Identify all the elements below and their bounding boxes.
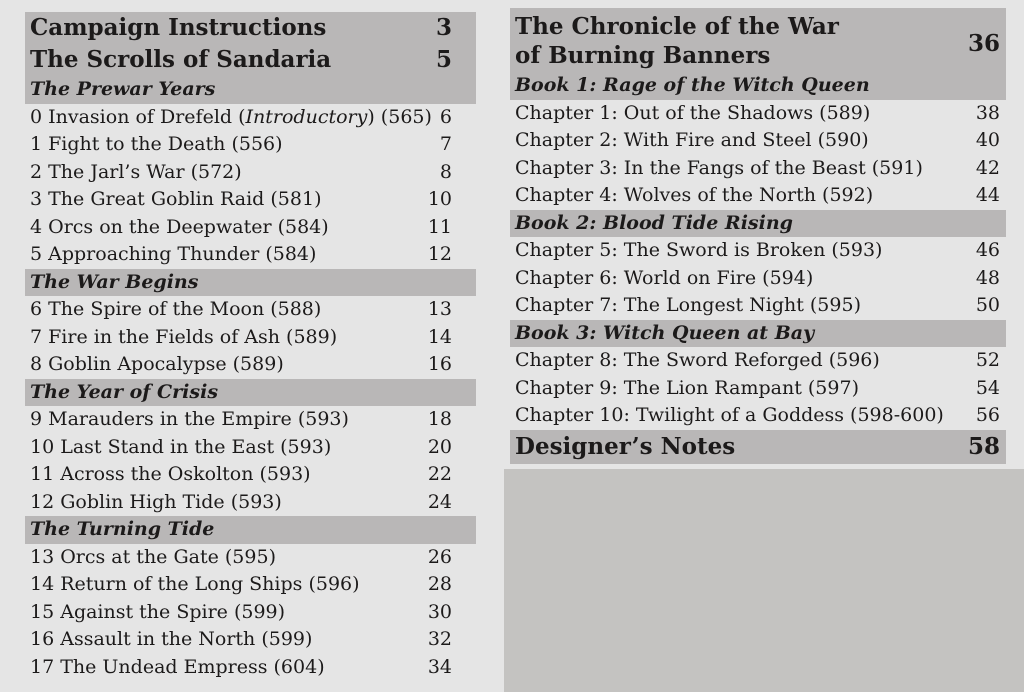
- entry-title: Chapter 1: Out of the Shadows (589): [515, 101, 871, 124]
- section-heading: The War Begins: [25, 269, 476, 297]
- book-heading: Book 1: Rage of the Witch Queen: [510, 72, 1006, 100]
- toc-entry[interactable]: [25, 599, 476, 627]
- entry-page: 26: [427, 545, 452, 568]
- entry-title: Chapter 3: In the Fangs of the Beast (591): [515, 156, 923, 179]
- book-heading: Book 3: Witch Queen at Bay: [510, 320, 1006, 348]
- entry-title: Campaign Instructions: [30, 14, 327, 41]
- entry-page: 30: [427, 600, 452, 623]
- entry-page: 24: [427, 490, 452, 513]
- toc-main-entry[interactable]: [25, 12, 476, 44]
- entry-page: 14: [427, 325, 452, 348]
- entry-page: 38: [975, 101, 1000, 124]
- section-heading: The Year of Crisis: [25, 379, 476, 407]
- entry-title: The Scrolls of Sandaria: [30, 46, 332, 73]
- entry-page: 32: [427, 628, 452, 650]
- entry-page: 54: [975, 376, 1000, 399]
- toc-entry[interactable]: [25, 324, 476, 352]
- entry-page: 50: [975, 294, 1000, 316]
- entry-title: 12 Goblin High Tide (593): [30, 490, 282, 513]
- entry-title: Chapter 6: World on Fire (594): [515, 266, 814, 289]
- entry-title: 17 The Undead Empress (604): [30, 655, 325, 678]
- toc-entry[interactable]: [25, 461, 476, 489]
- toc-entry[interactable]: [25, 296, 476, 324]
- toc-chronicle-entry[interactable]: [510, 8, 1006, 72]
- entry-title: The Chronicle of the War of Burning Banners: [515, 13, 839, 69]
- entry-page: 3: [435, 14, 452, 41]
- toc-entry[interactable]: [25, 406, 476, 434]
- toc-left-column: [0, 0, 504, 692]
- toc-entry[interactable]: [25, 351, 476, 379]
- toc-entry[interactable]: [510, 375, 1006, 403]
- entry-page: 42: [975, 156, 1000, 179]
- toc-entry[interactable]: [25, 544, 476, 572]
- toc-entry[interactable]: [510, 265, 1006, 293]
- toc-entry[interactable]: [510, 155, 1006, 183]
- toc-designers-notes-entry[interactable]: [510, 430, 1006, 464]
- entry-title: 3 The Great Goblin Raid (581): [30, 188, 322, 210]
- toc-entry[interactable]: [25, 104, 476, 132]
- entry-title: Chapter 10: Twilight of a Goddess (598-600): [515, 404, 944, 426]
- entry-page: 34: [427, 655, 452, 678]
- entry-title: 4 Orcs on the Deepwater (584): [30, 215, 329, 238]
- entry-title: 13 Orcs at the Gate (595): [30, 545, 276, 568]
- toc-entry[interactable]: [510, 347, 1006, 375]
- entry-page: 46: [975, 239, 1000, 261]
- toc-entry[interactable]: [25, 241, 476, 269]
- entry-page: 5: [435, 46, 452, 73]
- book-heading: Book 2: Blood Tide Rising: [510, 210, 1006, 238]
- entry-page: 48: [975, 266, 1000, 289]
- toc-entry[interactable]: [510, 402, 1006, 430]
- entry-title: 14 Return of the Long Ships (596): [30, 573, 360, 595]
- entry-title: 9 Marauders in the Empire (593): [30, 408, 349, 430]
- entry-page: 22: [427, 463, 452, 485]
- entry-title: Designer’s Notes: [515, 432, 736, 460]
- entry-page: 18: [427, 408, 452, 430]
- entry-title: 1 Fight to the Death (556): [30, 133, 283, 155]
- entry-page: 13: [427, 298, 452, 320]
- entry-page: 40: [975, 129, 1000, 151]
- entry-title: Chapter 4: Wolves of the North (592): [515, 184, 874, 206]
- entry-title: 5 Approaching Thunder (584): [30, 243, 317, 265]
- toc-entry[interactable]: [25, 571, 476, 599]
- entry-page: 20: [427, 435, 452, 458]
- entry-title: Chapter 2: With Fire and Steel (590): [515, 129, 869, 151]
- entry-title: 11 Across the Oskolton (593): [30, 463, 311, 485]
- entry-title: 0 Invasion of Drefeld (Introductory) (565): [30, 105, 432, 128]
- entry-page: 6: [439, 105, 452, 128]
- entry-title: 7 Fire in the Fields of Ash (589): [30, 325, 338, 348]
- section-heading: The Turning Tide: [25, 516, 476, 544]
- entry-title: 2 The Jarl’s War (572): [30, 160, 242, 183]
- entry-title: 15 Against the Spire (599): [30, 600, 286, 623]
- entry-title: 6 The Spire of the Moon (588): [30, 298, 322, 320]
- empty-page-area: [504, 469, 1024, 692]
- toc-entry[interactable]: [25, 654, 476, 682]
- toc-entry[interactable]: [510, 127, 1006, 155]
- entry-title: 16 Assault in the North (599): [30, 628, 313, 650]
- toc-entry[interactable]: [25, 434, 476, 462]
- toc-right-column: [504, 0, 1024, 692]
- toc-entry[interactable]: [25, 186, 476, 214]
- entry-title: Chapter 5: The Sword is Broken (593): [515, 239, 883, 261]
- entry-page: 7: [439, 133, 452, 155]
- entry-title: Chapter 9: The Lion Rampant (597): [515, 376, 859, 399]
- entry-title: Chapter 7: The Longest Night (595): [515, 294, 861, 316]
- toc-entry[interactable]: [510, 237, 1006, 265]
- toc-entry[interactable]: [25, 489, 476, 517]
- entry-title: Chapter 8: The Sword Reforged (596): [515, 349, 880, 371]
- entry-page: 10: [427, 188, 452, 210]
- toc-entry[interactable]: [25, 626, 476, 654]
- toc-entry[interactable]: [510, 292, 1006, 320]
- toc-entry[interactable]: [510, 182, 1006, 210]
- entry-title: 10 Last Stand in the East (593): [30, 435, 332, 458]
- entry-page: 8: [439, 160, 452, 183]
- section-heading: The Prewar Years: [25, 76, 476, 104]
- toc-entry[interactable]: [25, 159, 476, 187]
- entry-page: 58: [967, 432, 1000, 460]
- entry-page: 11: [427, 215, 452, 238]
- entry-page: 16: [427, 353, 452, 375]
- toc-entry[interactable]: [510, 100, 1006, 128]
- toc-entry[interactable]: [25, 214, 476, 242]
- entry-page: 44: [975, 184, 1000, 206]
- entry-title: 8 Goblin Apocalypse (589): [30, 353, 284, 375]
- toc-right-pane: [504, 0, 1024, 469]
- entry-page: 56: [975, 404, 1000, 426]
- entry-page: 36: [967, 30, 1000, 57]
- toc-main-entry[interactable]: [25, 44, 476, 76]
- entry-page: 52: [975, 349, 1000, 371]
- entry-page: 28: [427, 573, 452, 595]
- entry-page: 12: [427, 243, 452, 265]
- toc-entry[interactable]: [25, 131, 476, 159]
